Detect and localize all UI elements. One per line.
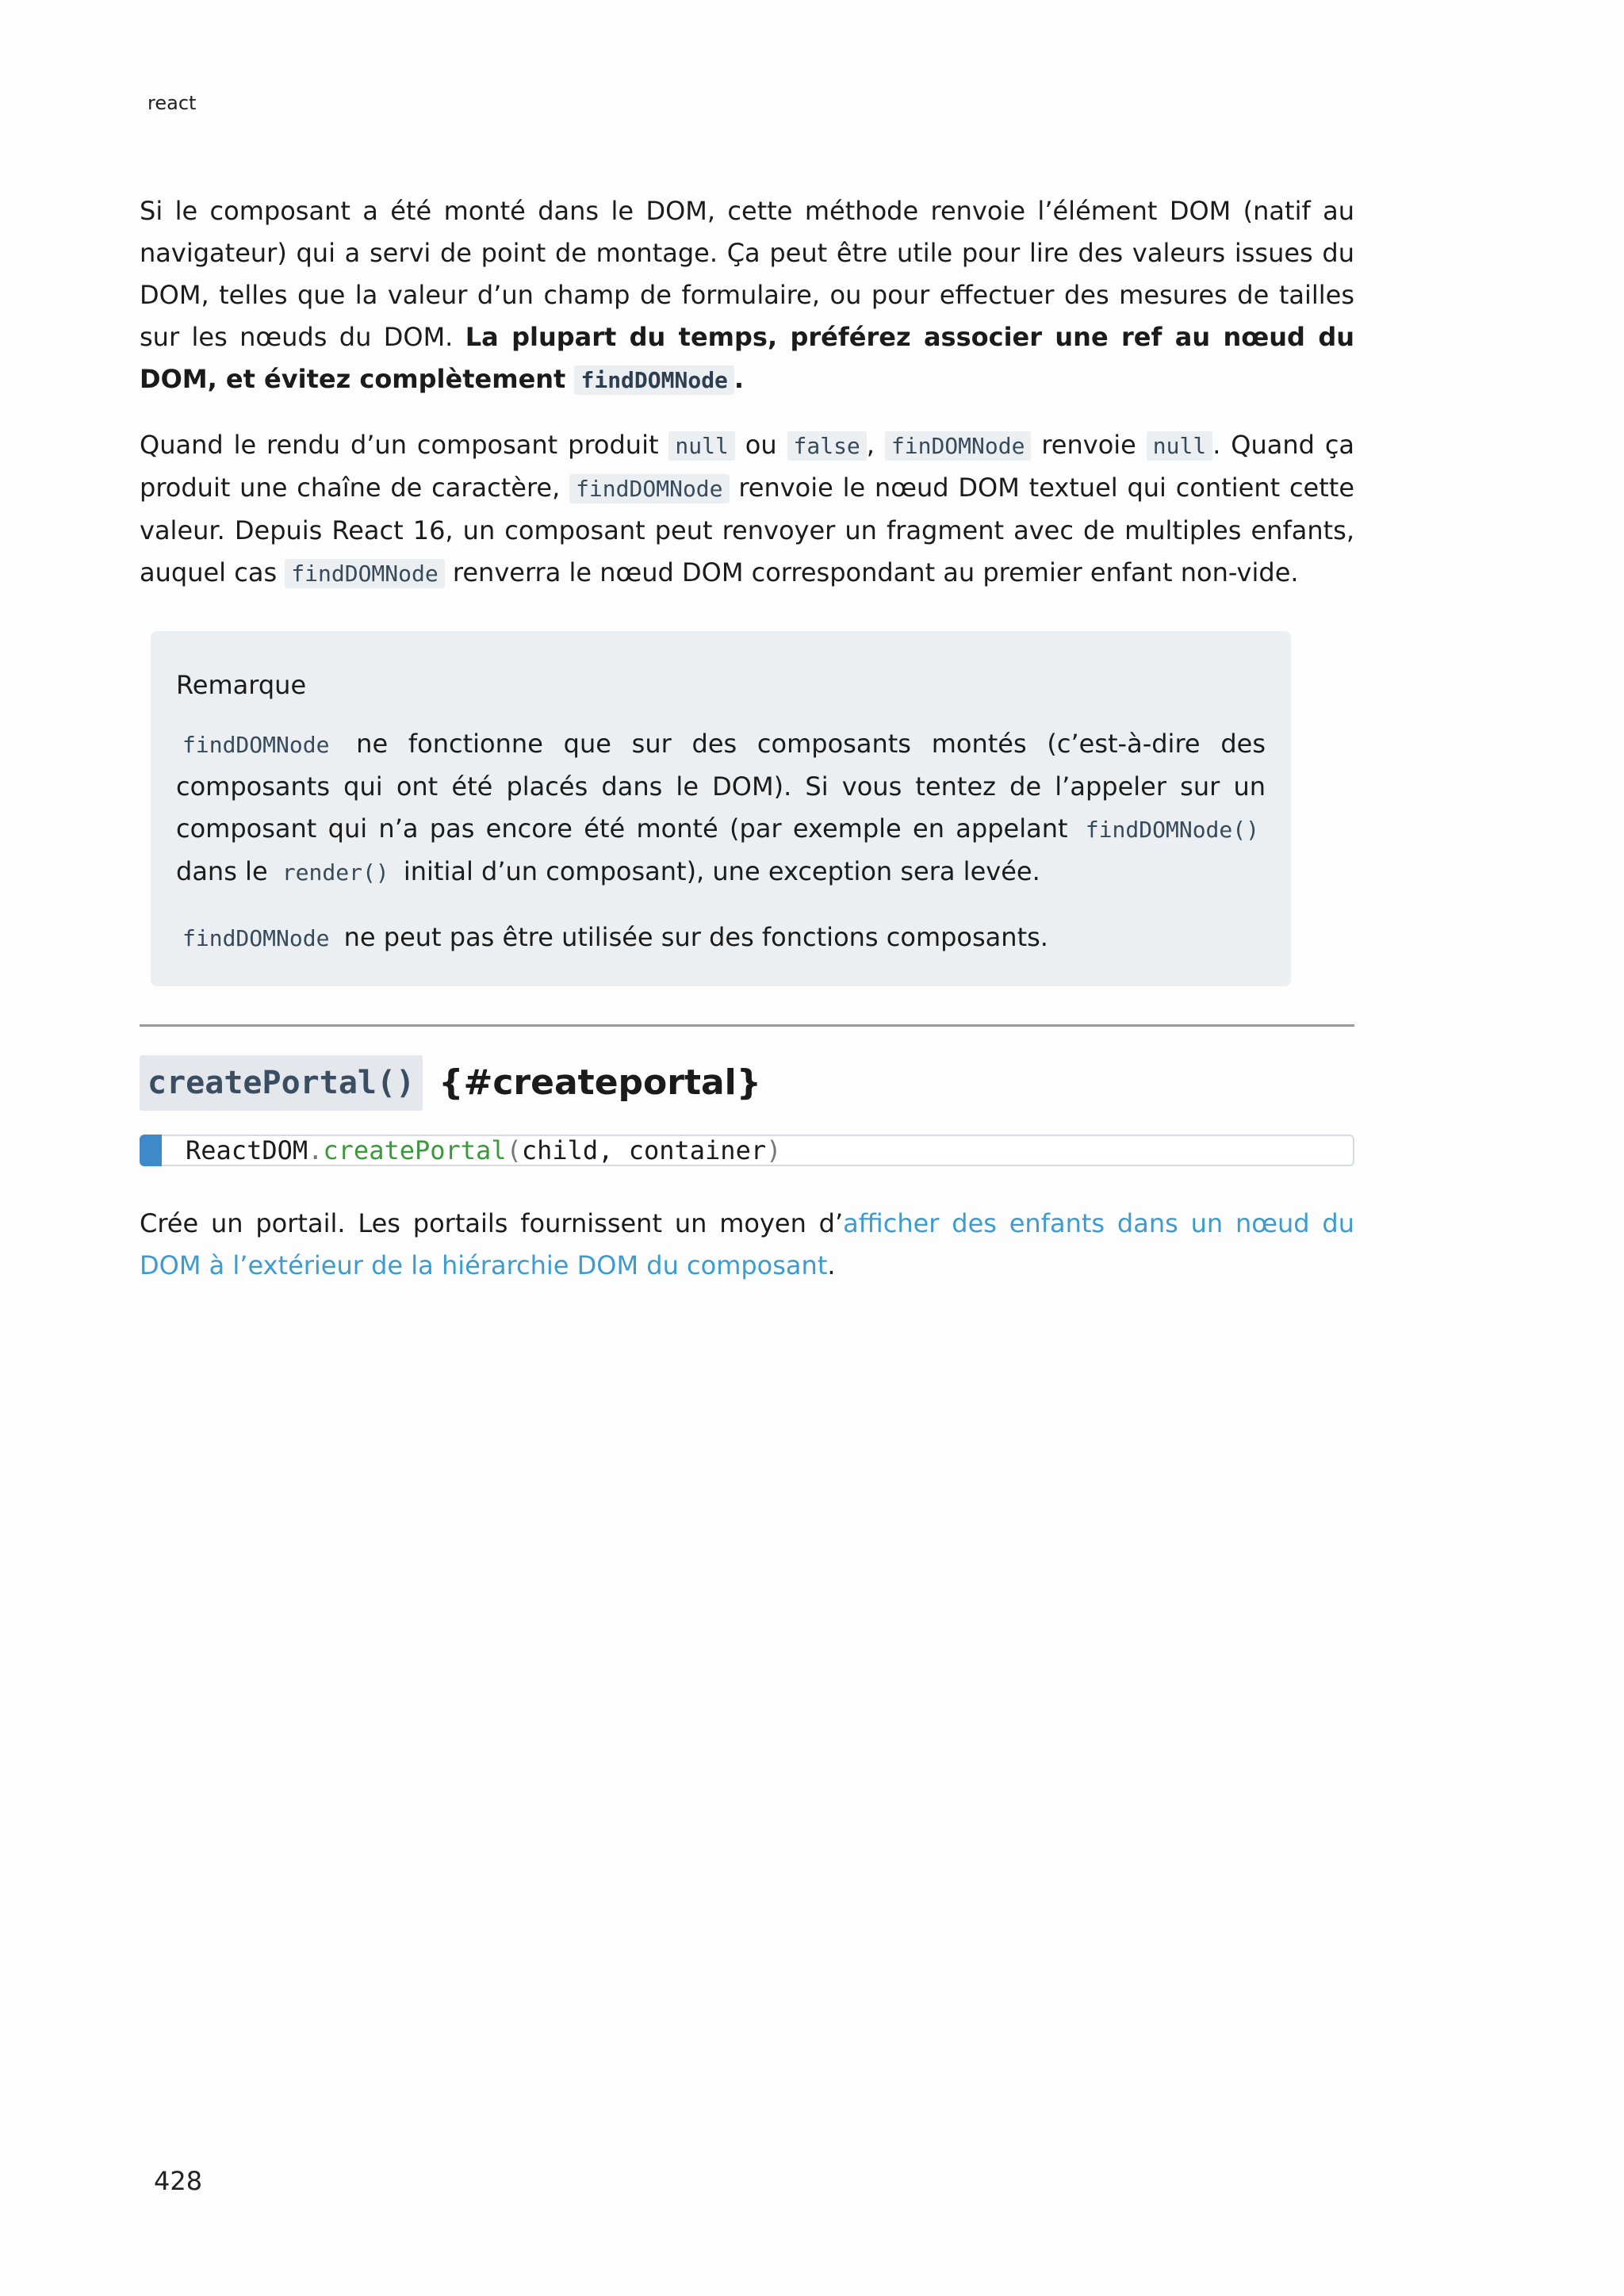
text: initial d’un composant), une exception sera levée. xyxy=(395,856,1040,886)
text: . Quand ça produit une chaîne de caractère, xyxy=(140,430,1355,503)
paragraph-text: Si le composant a été monté dans le DOM, cette méthode renvoie l’élément DOM (natif au navigateur) qui a servi de point de montage. Ça peut être utile pour lire des valeurs issues du DOM, telles que la valeur d’un champ de formulaire, ou pour effectuer des mesures de tailles sur les nœuds du DOM. xyxy=(140,196,1354,352)
text: , xyxy=(866,430,885,460)
section-heading xyxy=(140,1055,1354,1111)
paragraph-find-dom-node-intro xyxy=(140,190,1354,401)
inline-code: false xyxy=(787,431,867,461)
heading-code: createPortal() xyxy=(140,1055,423,1111)
code-block xyxy=(140,1135,1354,1166)
text: renvoie le nœud DOM textuel qui contient cette valeur. Depuis React 16, un composant peut renvoyer un fragment avec de multiples enfants, auquel cas xyxy=(140,473,1355,587)
inline-code: findDOMNode xyxy=(285,559,444,588)
note-title: Remarque xyxy=(176,670,307,700)
inline-code: null xyxy=(668,431,734,461)
text: renvoie xyxy=(1031,430,1147,460)
code-open-paren: ( xyxy=(506,1135,522,1165)
code-dot: . xyxy=(308,1135,324,1165)
inline-code: findDOMNode xyxy=(182,925,330,951)
heading-anchor: {#createportal} xyxy=(439,1062,762,1103)
page-number: 428 xyxy=(154,2166,203,2196)
page-content xyxy=(140,190,1354,1287)
text: dans le xyxy=(176,856,276,886)
text: . xyxy=(827,1250,836,1280)
paragraph-create-portal xyxy=(140,1203,1354,1287)
inline-code: findDOMNode xyxy=(182,732,330,758)
running-header: react xyxy=(147,92,197,114)
portals-link[interactable]: afficher des enfants dans un nœud du DOM à l’extérieur de la hiérarchie DOM du composant xyxy=(140,1208,1355,1280)
inline-code: null xyxy=(1147,431,1212,461)
code-object: ReactDOM xyxy=(186,1135,308,1165)
note-box xyxy=(151,631,1291,986)
text: renverra le nœud DOM correspondant au premier enfant non-vide. xyxy=(444,557,1299,587)
emphasis-text-content: La plupart du temps, préférez associer une ref au nœud du DOM, et évitez complètement xyxy=(140,322,1354,394)
code-block-marker xyxy=(140,1135,162,1166)
text: Quand le rendu d’un composant produit xyxy=(140,430,669,460)
code-line xyxy=(186,1135,781,1166)
inline-code: render() xyxy=(282,859,389,886)
code-close-paren: ) xyxy=(766,1135,782,1165)
text: ne fonctionne que sur des composants montés (c’est-à-dire des composants qui ont été placés dans le DOM). Si vous tentez de l’appeler sur un composant qui n’a pas encore été monté (par exemple en appelant xyxy=(176,729,1266,844)
text: ou xyxy=(734,430,787,460)
inline-code: findDOMNode xyxy=(574,365,733,395)
text: ne peut pas être utilisée sur des fonctions composants. xyxy=(335,922,1048,952)
inline-code: finDOMNode xyxy=(885,431,1032,461)
note-paragraph-function-components xyxy=(176,916,1266,959)
code-args: child, container xyxy=(521,1135,767,1165)
code-function: createPortal xyxy=(323,1135,507,1165)
text: Crée un portail. Les portails fournissent un moyen d’ xyxy=(140,1208,844,1238)
inline-code: findDOMNode() xyxy=(1085,817,1259,843)
note-paragraph-mounted xyxy=(176,723,1266,894)
paragraph-render-null xyxy=(140,424,1354,595)
inline-code: findDOMNode xyxy=(569,474,729,503)
emphasis-period: . xyxy=(733,364,745,394)
section-divider xyxy=(140,1024,1354,1027)
